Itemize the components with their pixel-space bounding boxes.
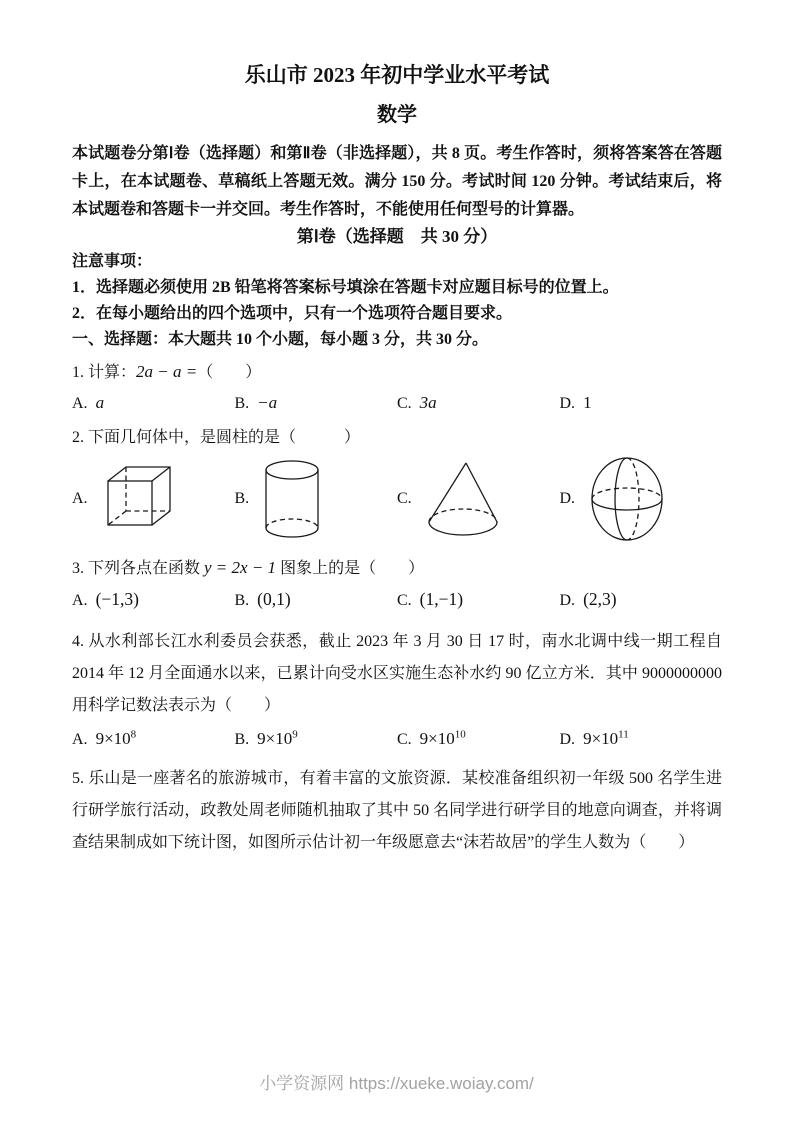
watermark-footer: 小学资源网 https://xueke.woiay.com/: [259, 1074, 534, 1093]
cylinder-icon: [263, 459, 321, 539]
exam-instructions: 本试题卷分第Ⅰ卷（选择题）和第Ⅱ卷（非选择题），共 8 页。考生作答时，须将答案答在答题卡上，在本试题卷、草稿纸上答题无效。满分 150 分。考试时间 120 分钟。考试结束后，将本试题卷和答题卡一并交回。考生作答时，不能使用任何型号的计算器。: [72, 145, 722, 218]
q3-option-d: D. (2,3): [559, 589, 617, 609]
q1-option-b: B. −a: [234, 393, 278, 412]
part1-header: 一、选择题：本大题共 10 个小题，每小题 3 分，共 30 分。: [72, 331, 489, 348]
notice-item-2: 2．在每小题给出的四个选项中，只有一个选项符合题目要求。: [72, 305, 513, 322]
question-2-stem: 2. 下面几何体中，是圆柱的是（ ）: [72, 429, 361, 446]
exam-title: 乐山市 2023 年初中学业水平考试: [244, 63, 550, 87]
question-1-math: 2a − a =: [136, 362, 198, 381]
q3-option-b: B. (0,1): [234, 589, 291, 609]
q3-option-a: A. (−1,3): [72, 589, 139, 609]
notice-item-1: 1．选择题必须使用 2B 铅笔将答案标号填涂在答题卡对应题目标号的位置上。: [72, 279, 619, 296]
sphere-icon: [589, 455, 665, 543]
q1-option-c: C. 3a: [397, 393, 437, 412]
q4-option-a: A. $9\times 10^8$: [72, 728, 137, 748]
q4-option-c: C. $9\times 10^{10}$: [397, 728, 466, 748]
cube-icon: [102, 462, 180, 536]
q2-option-c: C.: [397, 458, 560, 540]
question-3-prefix: 3. 下列各点在函数: [72, 560, 205, 577]
question-3-stem: [72, 553, 722, 584]
question-1-stem: [72, 357, 722, 388]
q2-option-a: A.: [72, 462, 235, 536]
section1-header: 第Ⅰ卷（选择题 共 30 分）: [296, 227, 498, 246]
question-3-math: y = 2x − 1: [204, 558, 277, 577]
question-1-prefix: 1. 计算：: [72, 364, 137, 381]
q1-option-a: A. a: [72, 393, 105, 412]
exam-subject: 数学: [377, 104, 417, 126]
question-2-options: [72, 453, 722, 545]
notice-title: 注意事项：: [72, 253, 153, 270]
q3-option-c: C. (1,−1): [397, 589, 464, 609]
question-1-options: [72, 390, 722, 417]
question-4-options: [72, 726, 722, 753]
q1-option-d: D. 1: [559, 393, 592, 412]
q2-option-b: B.: [235, 459, 398, 539]
question-5-stem: 5. 乐山是一座著名的旅游城市，有着丰富的文旅资源．某校准备组织初一年级 500 名学生进行研学旅行活动，政教处周老师随机抽取了其中 50 名同学进行研学目的地意向调查，并将调查结果制成如下统计图，如图所示估计初一年级愿意去“沫若故居”的学生人数为（ ）: [72, 770, 722, 851]
question-3-paren: 图象上的是（ ）: [276, 560, 425, 577]
question-1-paren: （ ）: [197, 364, 262, 381]
q4-option-b: B. $9\times 10^9$: [234, 728, 298, 748]
question-4-stem: 4. 从水利部长江水利委员会获悉，截止 2023 年 3 月 30 日 17 时，南水北调中线一期工程自 2014 年 12 月全面通水以来，已累计向受水区实施生态补水约 90 亿立方米．其中 9000000000 用科学记数法表示为（ ）: [72, 633, 722, 714]
question-3-options: [72, 586, 722, 614]
q4-option-d: D. $9\times 10^{11}$: [559, 728, 629, 748]
q2-option-d: D.: [560, 455, 723, 543]
cone-icon: [426, 458, 500, 540]
